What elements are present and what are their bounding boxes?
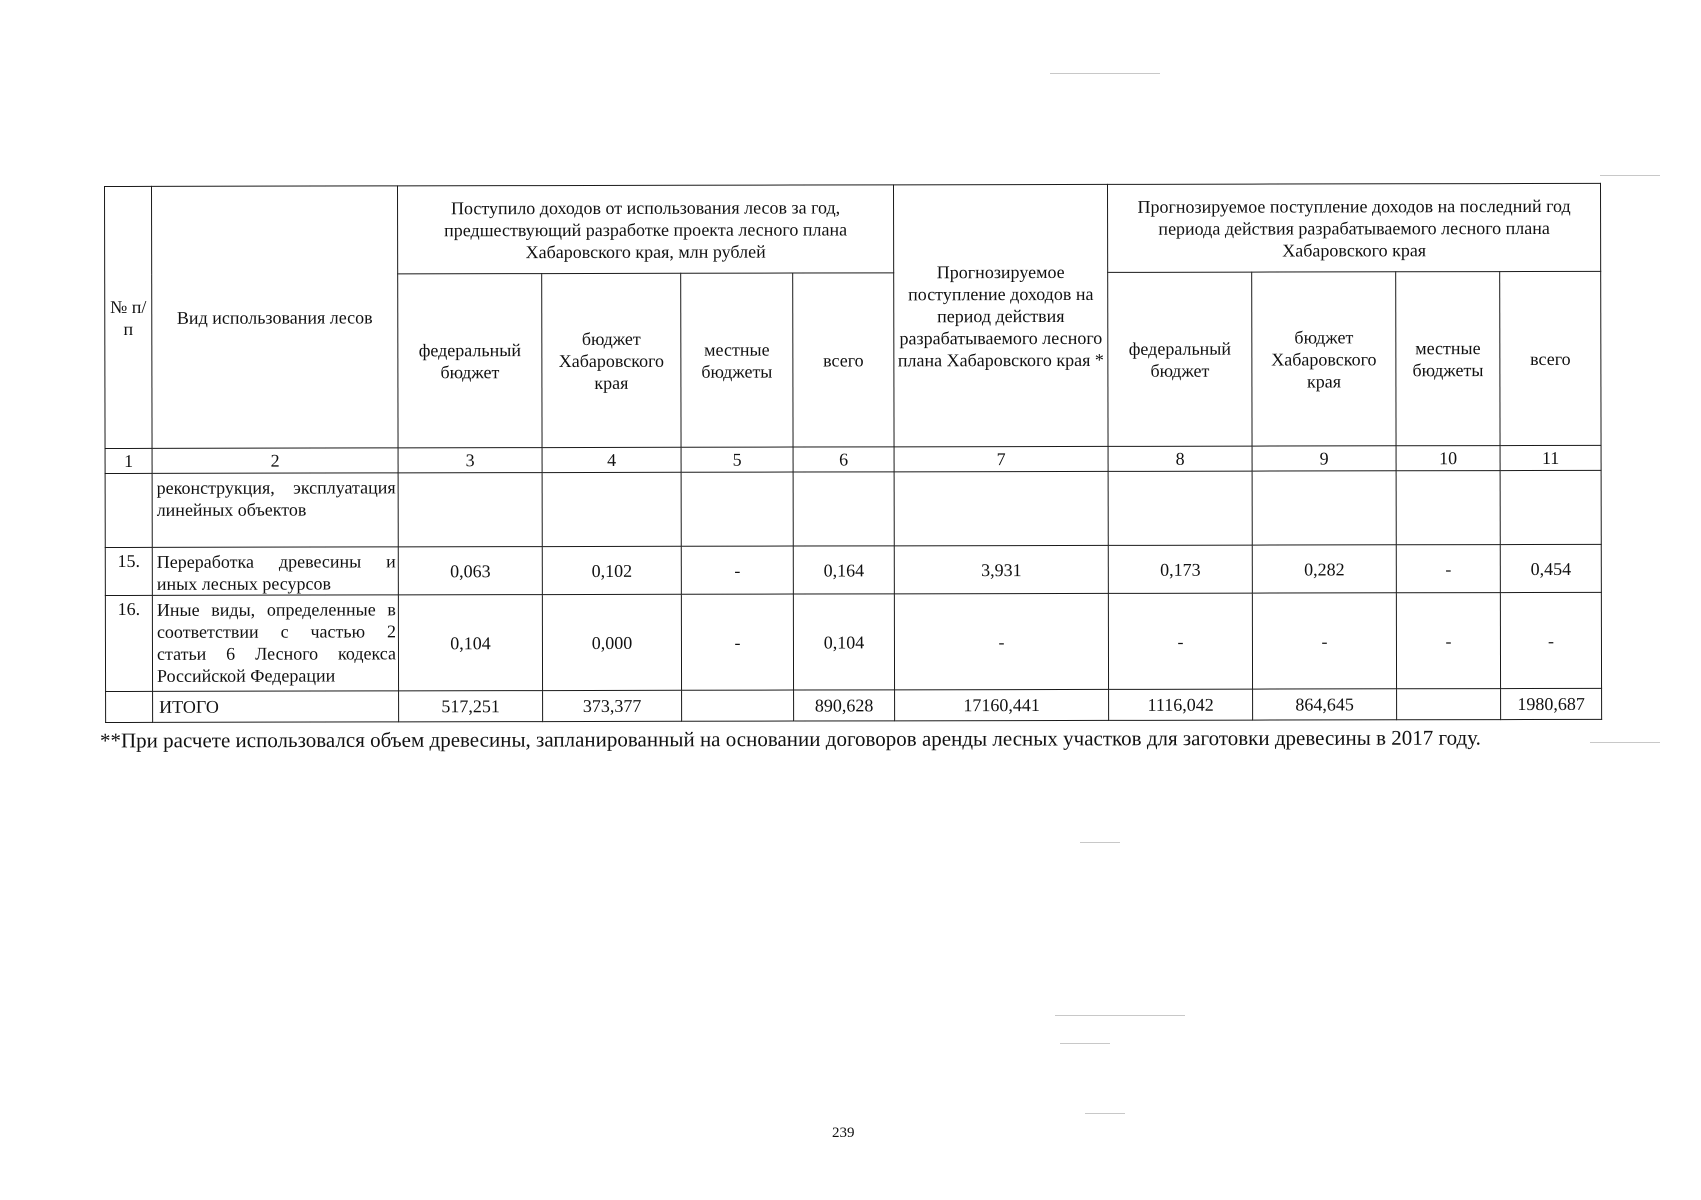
row-name: Иные виды, определенные в соответствии с частью 2 статьи 6 Лесного кодекса Российской Федерации — [152, 595, 398, 692]
column-number: 2 — [152, 448, 398, 474]
header-received-group: Поступило доходов от использования лесов за год, предшествующий разработке проекта лесного плана Хабаровского края, млн рублей — [398, 185, 894, 274]
row-value: - — [1252, 593, 1396, 689]
row-num: 16. — [105, 595, 152, 691]
row-value: - — [894, 593, 1108, 689]
row-value: 0,104 — [398, 595, 542, 691]
scan-artifact — [1590, 742, 1660, 743]
header-local-forecast: местные бюджеты — [1396, 272, 1500, 446]
row-value: - — [1500, 592, 1601, 688]
column-number: 5 — [681, 447, 793, 472]
scan-artifact — [1080, 842, 1120, 843]
header-regional: бюджет Хабаровского края — [542, 273, 681, 447]
column-number: 6 — [793, 447, 894, 472]
header-total-forecast: всего — [1500, 271, 1601, 445]
row-value — [542, 472, 681, 546]
table-row — [105, 470, 1601, 547]
row-value — [1252, 471, 1396, 545]
row-value — [398, 473, 542, 547]
row-value: 0,000 — [542, 594, 681, 690]
row-value: 0,063 — [398, 547, 542, 595]
total-value: 864,645 — [1253, 689, 1397, 720]
header-local: местные бюджеты — [681, 273, 793, 447]
header-forecast-last-group: Прогнозируемое поступление доходов на последний год периода действия разрабатываемого лесного плана Хабаровского края — [1108, 183, 1601, 272]
row-value: 0,104 — [793, 594, 894, 690]
column-number: 10 — [1396, 446, 1500, 471]
total-num — [106, 691, 153, 722]
row-num: 15. — [105, 547, 152, 595]
total-row — [106, 688, 1602, 722]
header-type: Вид использования лесов — [152, 186, 399, 449]
row-value — [1108, 471, 1252, 545]
row-value: 0,282 — [1252, 545, 1396, 593]
column-number: 8 — [1108, 446, 1252, 471]
total-label: ИТОГО — [153, 691, 399, 723]
row-value: 0,173 — [1108, 545, 1252, 593]
total-value — [682, 690, 794, 721]
header-total: всего — [793, 273, 894, 447]
total-value: 17160,441 — [895, 689, 1109, 720]
column-number-row — [105, 445, 1601, 473]
column-number: 9 — [1252, 446, 1396, 471]
scan-artifact — [1600, 175, 1660, 176]
header-num: № п/п — [105, 186, 153, 448]
total-value: 1116,042 — [1109, 689, 1253, 720]
total-value: 1980,687 — [1501, 688, 1602, 719]
row-value — [793, 472, 894, 546]
total-value: 517,251 — [399, 691, 543, 722]
table-row — [105, 544, 1601, 595]
table-row — [105, 592, 1601, 691]
header-federal: федеральный бюджет — [398, 274, 542, 448]
row-num — [105, 473, 152, 547]
column-number: 7 — [894, 446, 1108, 471]
header-federal-forecast: федеральный бюджет — [1108, 272, 1252, 446]
row-value — [1500, 470, 1601, 544]
header-forecast-period: Прогнозируемое поступление доходов на период действия разрабатываемого лесного плана Хабаровского края * — [894, 184, 1109, 446]
row-value — [1396, 471, 1500, 545]
header-row-group — [105, 183, 1601, 274]
row-value — [681, 472, 793, 546]
column-number: 4 — [542, 447, 681, 472]
page-number: 239 — [832, 1125, 855, 1141]
scan-artifact — [1085, 1113, 1125, 1114]
header-regional-forecast: бюджет Хабаровского края — [1252, 272, 1396, 446]
row-value: 0,102 — [542, 546, 681, 594]
row-name: реконструкция, эксплуатация линейных объектов — [152, 473, 398, 548]
footnote: **При расчете использовался объем древесины, запланированный на основании договоров аренды лесных участков для заготовки древесины в 2017 году. — [99, 725, 1481, 753]
scan-artifact — [1055, 1015, 1185, 1016]
row-name: Переработка древесины и иных лесных ресурсов — [152, 547, 398, 596]
column-number: 11 — [1500, 445, 1601, 470]
row-value: - — [681, 594, 793, 690]
row-value: - — [1108, 593, 1252, 689]
row-value: 3,931 — [894, 545, 1108, 593]
row-value: 0,454 — [1500, 544, 1601, 592]
row-value: - — [1396, 545, 1500, 593]
row-value — [894, 471, 1108, 545]
forest-income-table — [104, 183, 1602, 723]
total-value: 373,377 — [543, 690, 682, 721]
scan-artifact — [1060, 1043, 1110, 1044]
row-value: - — [681, 546, 793, 594]
column-number: 1 — [105, 448, 152, 473]
total-value — [1397, 689, 1501, 720]
scan-artifact — [1050, 73, 1160, 74]
row-value: 0,164 — [793, 546, 894, 594]
row-value: - — [1396, 593, 1500, 689]
column-number: 3 — [398, 448, 542, 473]
total-value: 890,628 — [794, 690, 895, 721]
